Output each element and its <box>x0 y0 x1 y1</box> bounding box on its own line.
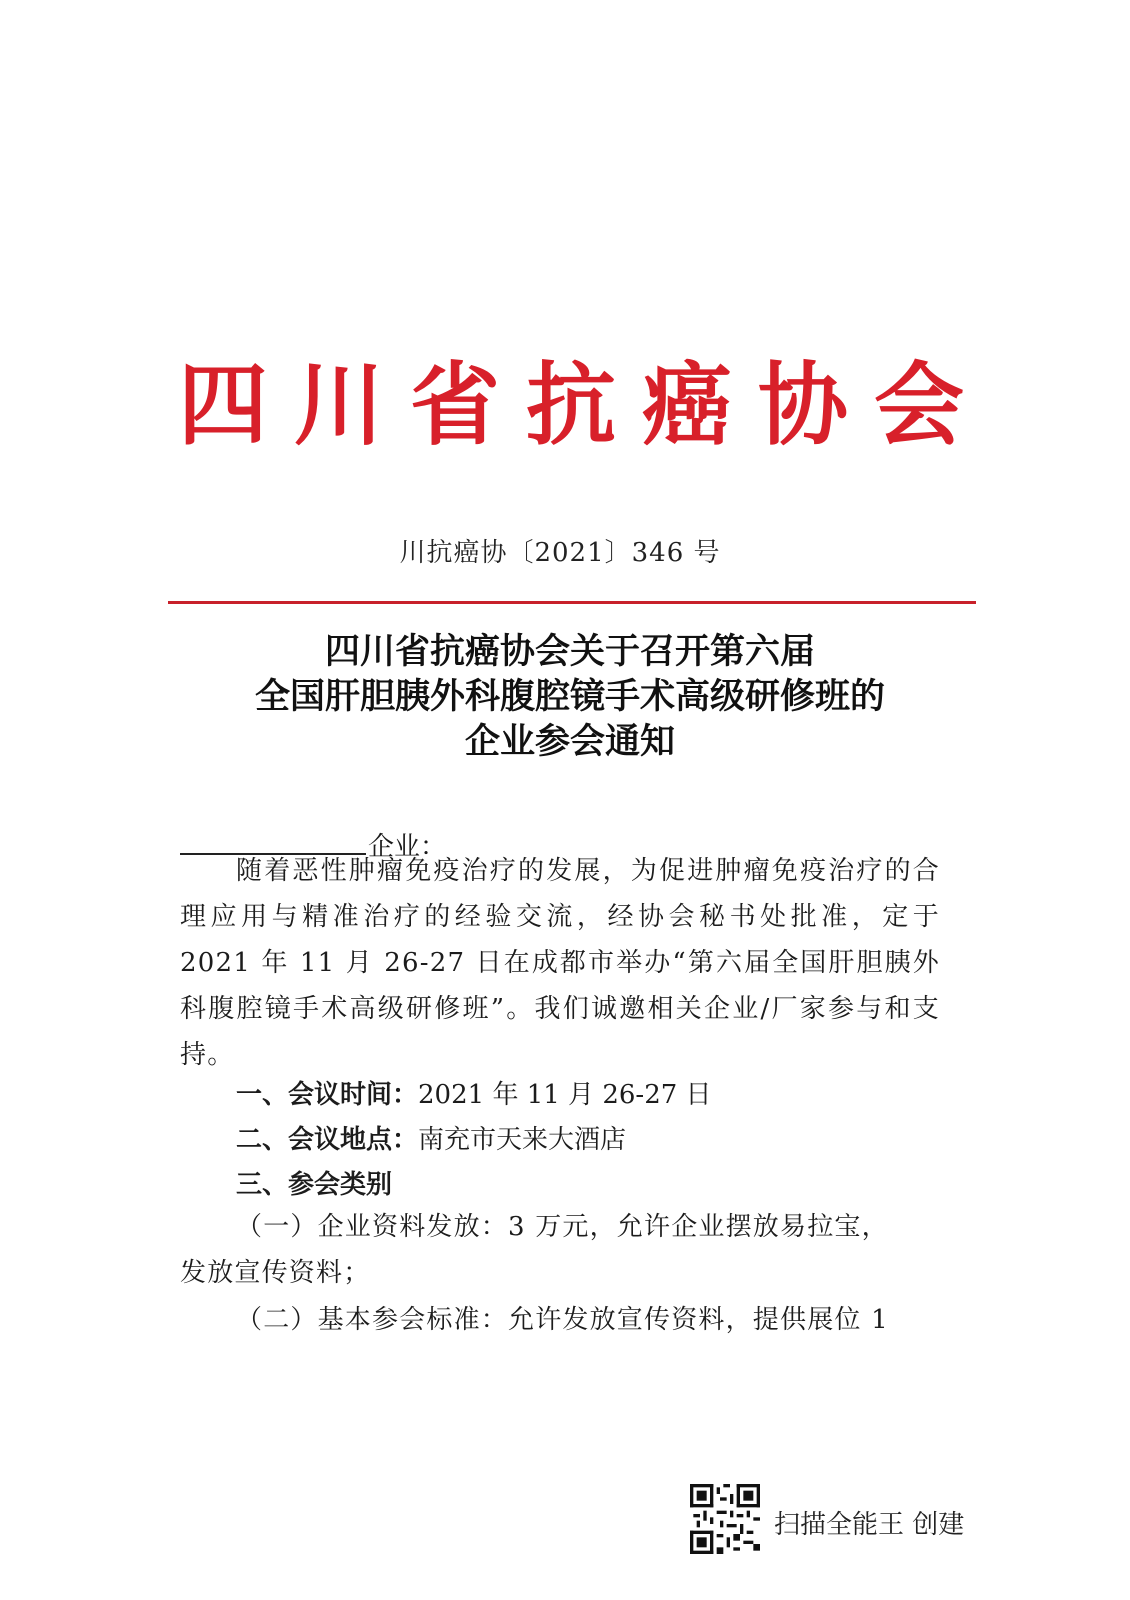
sub-item-2-text: （二）基本参会标准：允许发放宣传资料，提供展位 1 <box>236 1305 889 1335</box>
scanner-footer <box>690 1484 990 1560</box>
organization-header: 四川省抗癌协会 <box>178 352 990 458</box>
meeting-venue-label: 二、会议地点： <box>236 1125 419 1155</box>
meeting-time-value: 2021 年 11 月 26-27 日 <box>418 1080 712 1110</box>
title-line-3: 企业参会通知 <box>464 722 675 762</box>
qr-code-icon <box>690 1484 760 1554</box>
body-paragraph-1: 随着恶性肿瘤免疫治疗的发展，为促进肿瘤免疫治疗的合理应用与精准治疗的经验交流，经协会秘书处批准，定于 2021 年 11 月 26-27 日在成都市举办“第六届全国肝胆胰外科腹腔镜手术高级研修班”。我们诚邀相关企业/厂家参与和支持。 <box>180 856 940 1070</box>
red-divider-line <box>168 601 976 604</box>
participation-category-item <box>236 1164 392 1201</box>
meeting-time-label: 一、会议时间： <box>236 1080 419 1110</box>
title-line-1: 四川省抗癌协会关于召开第六届 <box>324 632 815 672</box>
addressee-suffix: 企业： <box>368 832 447 862</box>
notice-title <box>170 630 970 765</box>
sub-item-2 <box>180 1297 940 1343</box>
meeting-time-item <box>236 1074 712 1111</box>
sub-item-1 <box>180 1204 940 1296</box>
scanner-watermark-text: 扫描全能王 创建 <box>774 1510 965 1540</box>
sub-item-1-continuation: 发放宣传资料； <box>180 1258 371 1288</box>
meeting-venue-value: 南充市天来大酒店 <box>418 1125 627 1155</box>
meeting-venue-item <box>236 1119 626 1156</box>
title-line-2: 全国肝胆胰外科腹腔镜手术高级研修班的 <box>254 677 885 717</box>
participation-category-label: 三、参会类别 <box>236 1170 393 1200</box>
sub-item-1-text: （一）企业资料发放：3 万元，允许企业摆放易拉宝， <box>236 1212 889 1242</box>
document-number: 川抗癌协〔2021〕346 号 <box>399 538 721 568</box>
